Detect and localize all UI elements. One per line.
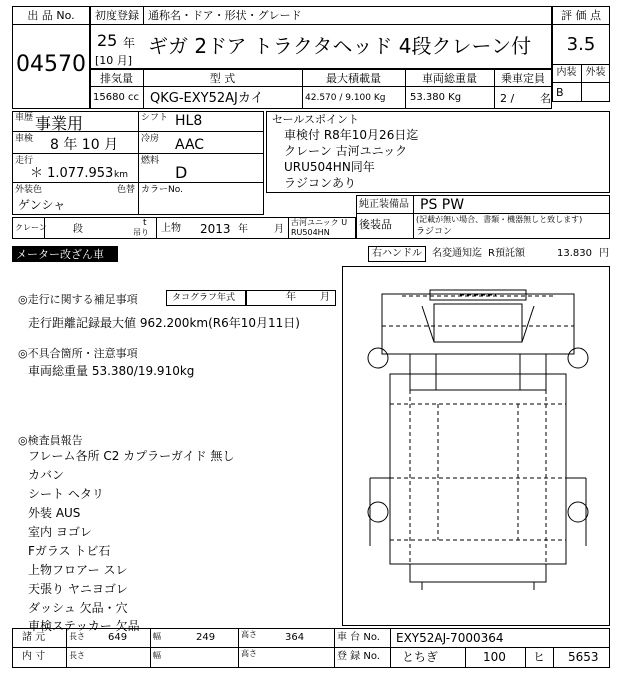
reg-kana: ヒ: [533, 650, 546, 664]
max-load: 42.570 / 9.100 Kg: [305, 93, 386, 103]
length: 649: [108, 632, 128, 643]
supp-title: ◎走行に関する補足事項: [18, 293, 138, 306]
wheel-front-right: [568, 348, 588, 368]
capacity-unit: 名: [540, 92, 551, 105]
crane-model: RU504HN: [291, 228, 330, 237]
after-equipment-note: (記載が無い場合、書類・機器無しと致します): [416, 215, 583, 224]
crane-month-unit: 月: [274, 224, 284, 235]
length-label: 長さ: [69, 632, 85, 641]
mileage-unit: km: [114, 170, 128, 180]
crane-lift: 吊り: [133, 228, 149, 237]
defects-line: 車両総重量 53.380/19.910kg: [28, 364, 195, 378]
right-handle: 右ハンドル: [372, 248, 422, 259]
wheel-rear-left: [368, 502, 388, 522]
height-label-inner: 高さ: [241, 649, 257, 658]
color-label: 外装色: [15, 185, 43, 195]
wheel-rear-right: [568, 502, 588, 522]
mileage-label: 走行: [15, 156, 34, 166]
shift: HL8: [175, 113, 203, 129]
interior-label: 内装: [556, 67, 577, 78]
fuel-label: 燃料: [141, 156, 160, 166]
lot-number: 04570: [16, 52, 86, 77]
sales-point-label: セールスポイント: [272, 113, 360, 126]
capacity-label: 乗車定員: [501, 72, 545, 85]
inspector-line: 車検ステッカー 欠品: [28, 619, 140, 633]
exterior-label: 外装: [585, 67, 606, 78]
reg-year-unit: 年: [123, 36, 136, 50]
inspector-line: カバン: [28, 468, 65, 482]
spec-dims-label: 諸 元: [22, 632, 46, 643]
body-label: 上物: [161, 223, 181, 234]
fuel: D: [175, 163, 188, 182]
history: 事業用: [35, 114, 84, 133]
reg-no-label: 登 録 No.: [337, 651, 380, 662]
meter-tampered-text: メーター改ざん車: [16, 248, 104, 261]
sales-line: クレーン 古河ユニック: [284, 144, 408, 158]
name-label: 通称名・ドア・形状・グレード: [148, 9, 302, 22]
defects-title: ◎不具合箇所・注意事項: [18, 347, 138, 360]
model-label: 型 式: [209, 72, 236, 85]
displacement: 15680 cc: [93, 92, 139, 103]
rear-bumper: [410, 564, 546, 582]
crane-year: 2013: [200, 222, 231, 236]
truck-diagram: [342, 266, 610, 626]
cab-outline: [382, 294, 574, 354]
color-change-label: 色替: [117, 185, 136, 195]
tacho-year: 年: [286, 292, 296, 303]
inspector-line: 上物フロアー スレ: [28, 563, 128, 577]
ac: AAC: [175, 137, 205, 153]
sales-line: ラジコンあり: [284, 176, 357, 190]
history-label: 車歴: [15, 113, 34, 123]
after-equipment-label: 後装品: [359, 218, 392, 231]
left-door: [410, 354, 436, 390]
max-load-label: 最大積載量: [326, 72, 381, 85]
inspector-line: シート ヘタリ: [28, 487, 104, 501]
recycle-amount: 13.830: [557, 248, 592, 259]
chassis-no: EXY52AJ-7000364: [396, 631, 504, 645]
crane-label: クレーン: [15, 223, 47, 232]
inspector-line: 外装 AUS: [28, 506, 81, 520]
width-label: 幅: [153, 632, 161, 641]
chassis-label: 車 台 No.: [337, 632, 380, 643]
car-title: ギガ 2ドア トラクタヘッド 4段クレーン付: [148, 34, 532, 58]
inspector-line: 室内 ヨゴレ: [28, 525, 92, 539]
supp-line: 走行距離記録最大値 962.200km(R6年10月11日): [28, 316, 300, 330]
after-equipment: ラジコン: [416, 227, 453, 237]
length-label-inner: 長さ: [69, 651, 85, 660]
interior-grade: B: [556, 86, 564, 99]
wheel-front-left: [368, 348, 388, 368]
color-no-label: カラーNo.: [141, 185, 183, 195]
overall-score: 3.5: [566, 34, 596, 55]
right-door: [520, 354, 546, 390]
model-code: QKG-EXY52AJカイ: [150, 91, 264, 106]
score-label: 評 価 点: [561, 9, 601, 22]
shift-label: シフト: [141, 113, 169, 123]
capacity: 2 /: [500, 92, 515, 105]
inspector-line: フレーム各所 C2 カプラーガイド 無し: [28, 449, 235, 463]
std-equipment: PS PW: [420, 197, 465, 213]
reg-year: 25: [97, 31, 118, 50]
mileage: ＊ 1.077.953: [30, 166, 114, 181]
sales-line: 車検付 R8年10月26日迄: [284, 128, 419, 142]
inspector-title: ◎検査員報告: [18, 434, 83, 447]
footer-box: [12, 628, 610, 668]
tacho-label: タコグラフ年式: [172, 293, 236, 303]
gvw-label: 車両総重量: [422, 72, 477, 85]
height-label: 高さ: [241, 630, 257, 639]
crane-ton: t: [143, 218, 147, 228]
inspector-line: ダッシュ 欠品・穴: [28, 601, 128, 615]
first-reg-label: 初度登録: [95, 9, 139, 22]
ac-label: 冷房: [141, 134, 160, 144]
width: 249: [196, 632, 216, 643]
crane-maker: 古河ユニック U: [291, 218, 348, 227]
name-change-label: 名変通知: [432, 248, 472, 259]
width-label-inner: 幅: [153, 651, 161, 660]
recycle-label: R預託額: [488, 248, 525, 259]
crane-stages: 段: [73, 224, 83, 235]
reg-number: 5653: [568, 650, 599, 664]
lot-number-label: 出 品 No.: [27, 9, 75, 22]
recycle-unit: 円: [599, 248, 609, 259]
inner-dims-label: 内 寸: [22, 651, 46, 662]
deadline-label: 迄: [472, 248, 482, 259]
shaken-label: 車検: [15, 134, 34, 144]
inspector-line: 天張り ヤニヨゴレ: [28, 582, 128, 596]
inspector-line: Fガラス トビ石: [28, 544, 111, 558]
windshield: [434, 304, 522, 342]
crane-year-unit: 年: [238, 224, 248, 235]
reg-month: [10 月]: [95, 54, 133, 67]
body-outline: [390, 374, 566, 564]
shaken-date: 8 年 10 月: [50, 137, 119, 153]
displacement-label: 排気量: [100, 72, 133, 85]
height: 364: [285, 632, 305, 643]
reg-place: とちぎ: [402, 650, 439, 664]
std-equipment-label: 純正装備品: [359, 199, 409, 210]
tacho-month: 月: [320, 292, 330, 303]
color: ゲンシャ: [18, 198, 66, 212]
sales-line: URU504HN同年: [284, 160, 375, 174]
reg-class: 100: [483, 650, 506, 664]
gvw: 53.380 Kg: [410, 92, 462, 103]
